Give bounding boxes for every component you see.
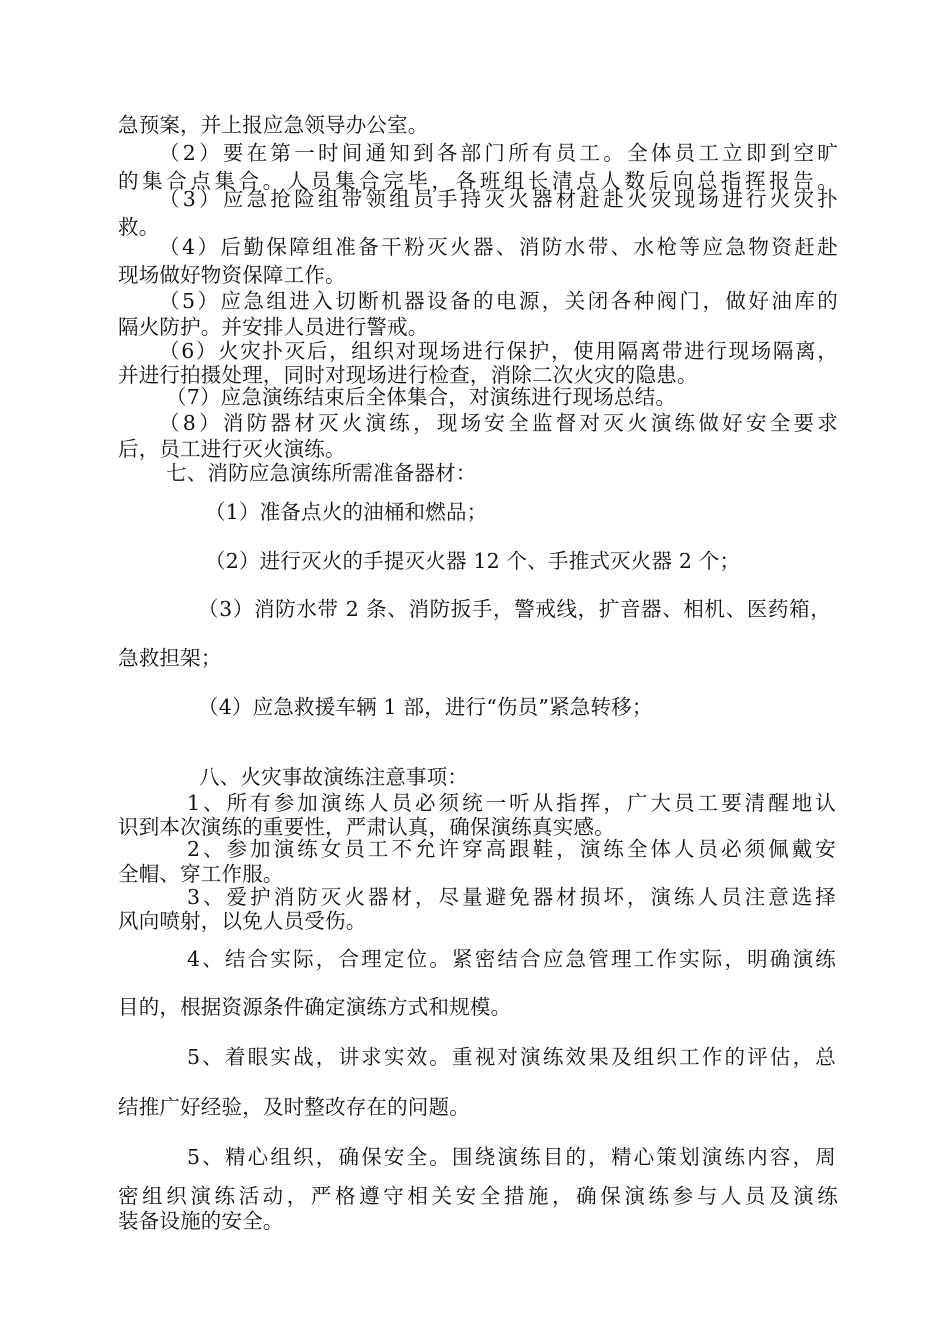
text-line: 风向喷射，以免人员受伤。	[118, 909, 367, 933]
text-line: 装备设施的安全。	[118, 1209, 284, 1233]
text-line: 急预案，并上报应急领导办公室。	[118, 113, 429, 137]
text-line: （1）准备点火的油桶和燃品；	[205, 500, 488, 524]
text-line: （8）消防器材灭火演练，现场安全监督对灭火演练做好安全要求	[159, 411, 838, 435]
text-line: 5、精心组织，确保安全。围绕演练目的，精心策划演练内容，周	[187, 1145, 836, 1169]
text-line: 现场做好物资保障工作。	[118, 263, 346, 287]
text-line: 3、爱护消防灭火器材，尽量避免器材损坏，演练人员注意选择	[187, 885, 836, 909]
text-line: （2）要在第一时间通知到各部门所有员工。全体员工立即到空旷	[159, 141, 838, 165]
section-heading: 八、火灾事故演练注意事项：	[199, 765, 469, 789]
text-line: （4）后勤保障组准备干粉灭火器、消防水带、水枪等应急物资赶赴	[159, 235, 838, 259]
text-line: （6）火灾扑灭后，组织对现场进行保护，使用隔离带进行现场隔离，	[159, 339, 838, 363]
text-line: 2、参加演练女员工不允许穿高跟鞋，演练全体人员必须佩戴安	[187, 837, 836, 861]
text-line: 识到本次演练的重要性，严肃认真，确保演练真实感。	[118, 815, 615, 839]
text-line: 密组织演练活动，严格遵守相关安全措施，确保演练参与人员及演练	[118, 1184, 838, 1208]
text-line: 并进行拍摄处理，同时对现场进行检查，消除二次火灾的隐患。	[118, 363, 698, 387]
text-line: （2）进行灭火的手提灭火器 12 个、手推式灭火器 2 个；	[205, 549, 741, 573]
text-line: 全帽、穿工作服。	[118, 862, 284, 886]
text-line: （3）消防水带 2 条、消防扳手，警戒线，扩音器、相机、医药箱，	[198, 597, 831, 621]
text-line: 急救担架；	[118, 646, 222, 670]
text-line: （4）应急救援车辆 1 部，进行“伤员”紧急转移；	[198, 695, 653, 719]
text-line: （7）应急演练结束后全体集合，对演练进行现场总结。	[166, 385, 677, 409]
text-line: 后，员工进行灭火演练。	[118, 437, 346, 461]
text-line: 结推广好经验，及时整改存在的问题。	[118, 1095, 470, 1119]
text-line: 4、结合实际，合理定位。紧密结合应急管理工作实际，明确演练	[187, 947, 836, 971]
text-line: 隔火防护。并安排人员进行警戒。	[118, 315, 429, 339]
text-line: 救。	[118, 215, 160, 239]
text-line: 1、所有参加演练人员必须统一听从指挥，广大员工要清醒地认	[187, 791, 836, 815]
text-line: （5）应急组进入切断机器设备的电源，关闭各种阀门，做好油库的	[159, 289, 838, 313]
text-line: 目的，根据资源条件确定演练方式和规模。	[118, 995, 512, 1019]
text-line: 的集合点集合。人员集合完毕，各班组长清点人数后向总指挥报告。	[118, 169, 838, 193]
section-heading: 七、消防应急演练所需准备器材：	[166, 461, 477, 485]
text-line: （3）应急抢险组带领组员手持灭火器材赶赴火灾现场进行火灾扑	[159, 187, 838, 211]
text-line: 5、着眼实战，讲求实效。重视对演练效果及组织工作的评估，总	[187, 1045, 836, 1069]
